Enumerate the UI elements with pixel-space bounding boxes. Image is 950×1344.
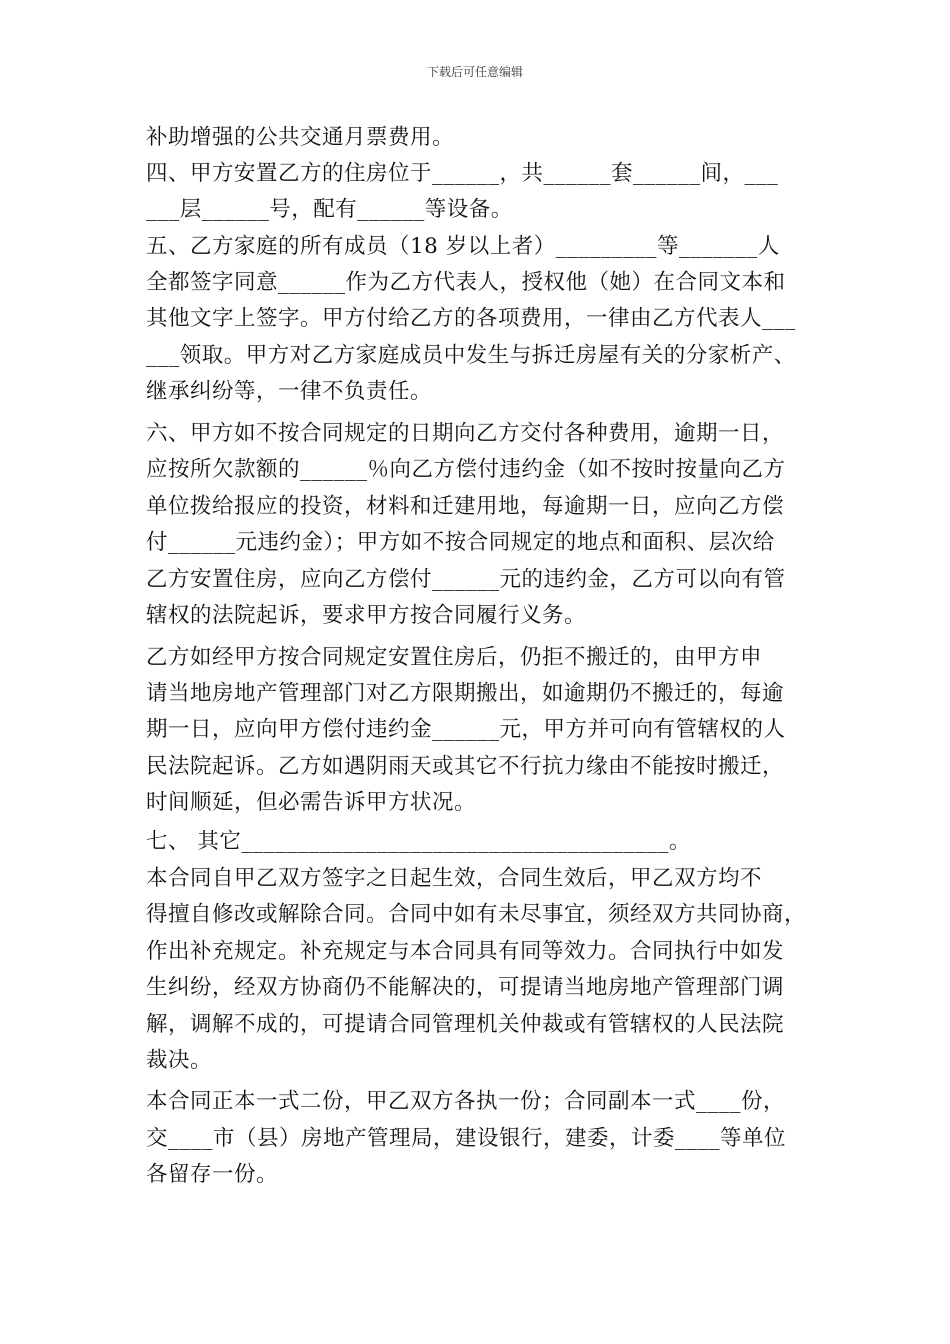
text-line: 民法院起诉。乙方如遇阴雨天或其它不行抗力缘由不能按时搬迁， bbox=[146, 754, 785, 779]
text-line: 裁决。 bbox=[146, 1048, 213, 1073]
text-line: 继承纠纷等，一律不负责任。 bbox=[146, 379, 433, 404]
text-line: 各留存一份。 bbox=[146, 1162, 279, 1187]
page-header: 下载后可任意编辑 bbox=[426, 65, 523, 79]
text-line: 请当地房地产管理部门对乙方限期搬出，如逾期仍不搬迁的，每逾 bbox=[146, 681, 785, 706]
text-line: 七、 其它______________________________________。 bbox=[146, 829, 691, 854]
text-line: 本合同自甲乙双方签字之日起生效，合同生效后，甲乙双方均不 bbox=[146, 866, 763, 891]
text-line: 时间顺延，但必需告诉甲方状况。 bbox=[146, 790, 477, 815]
text-line: 作出补充规定。补充规定与本合同具有同等效力。合同执行中如发 bbox=[146, 939, 785, 964]
text-line: 本合同正本一式二份，甲乙双方各执一份；合同副本一式____份， bbox=[146, 1089, 786, 1114]
text-line: 期一日，应向甲方偿付违约金______元，甲方并可向有管辖权的人 bbox=[146, 717, 786, 742]
text-line: 全都签字同意______作为乙方代表人，授权他（她）在合同文本和 bbox=[146, 270, 786, 295]
text-line: 付______元违约金）；甲方如不按合同规定的地点和面积、层次给 bbox=[146, 530, 775, 555]
text-line: 辖权的法院起诉，要求甲方按合同履行义务。 bbox=[146, 603, 587, 628]
text-line: 四、甲方安置乙方的住房位于______，共______套______间，___ bbox=[146, 161, 779, 186]
text-line: 乙方安置住房，应向乙方偿付______元的违约金，乙方可以向有管 bbox=[146, 567, 786, 592]
text-line: 六、甲方如不按合同规定的日期向乙方交付各种费用，逾期一日， bbox=[146, 421, 785, 446]
text-line: ___层______号，配有______等设备。 bbox=[146, 197, 513, 222]
text-line: ___领取。甲方对乙方家庭成员中发生与拆迁房屋有关的分家析产、 bbox=[146, 343, 796, 368]
text-line: 其他文字上签字。甲方付给乙方的各项费用，一律由乙方代表人___ bbox=[146, 306, 796, 331]
text-line: 单位拨给报应的投资，材料和迁建用地，每逾期一日，应向乙方偿 bbox=[146, 494, 785, 519]
text-line: 得擅自修改或解除合同。合同中如有未尽事宜，须经双方共同协商， bbox=[146, 902, 807, 927]
text-line: 交____市（县）房地产管理局，建设银行，建委，计委____等单位 bbox=[146, 1126, 787, 1151]
text-line: 乙方如经甲方按合同规定安置住房后，仍拒不搬迁的，由甲方申 bbox=[146, 645, 763, 670]
text-line: 解，调解不成的，可提请合同管理机关仲裁或有管辖权的人民法院 bbox=[146, 1012, 785, 1037]
text-line: 补助增强的公共交通月票费用。 bbox=[146, 125, 455, 150]
text-line: 应按所欠款额的______％向乙方偿付违约金（如不按时按量向乙方 bbox=[146, 457, 786, 482]
text-line: 五、乙方家庭的所有成员（18 岁以上者）_________等_______人 bbox=[146, 234, 780, 259]
text-line: 生纠纷，经双方协商仍不能解决的，可提请当地房地产管理部门调 bbox=[146, 975, 785, 1000]
